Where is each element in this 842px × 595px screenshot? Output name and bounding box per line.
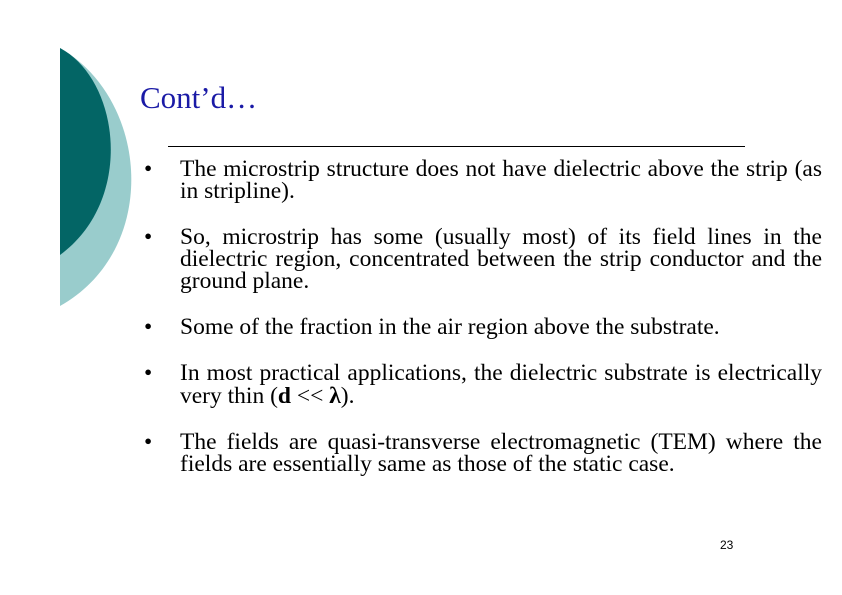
variable-d: d (277, 382, 291, 409)
bullet-item-1 (144, 156, 822, 205)
bullet-list (144, 158, 822, 475)
bullet-item-4 (144, 360, 822, 409)
bullet-icon: • (144, 314, 153, 341)
much-less-than: << (290, 382, 330, 409)
bullet-text: The microstrip structure does not have dielectric above the strip (as in stripline). (180, 156, 822, 205)
bullet-icon: • (144, 360, 153, 387)
bullet-text-after: ). (340, 382, 355, 409)
bullet-icon: • (144, 224, 153, 251)
bullet-text: The fields are quasi-transverse electromagnetic (TEM) where the fields are essentially same as those of the static case. (180, 428, 822, 477)
bullet-item-3 (144, 314, 822, 341)
variable-lambda: λ (329, 382, 341, 409)
slide-title: Cont’d… (140, 80, 258, 115)
bullet-icon: • (144, 428, 153, 455)
title-divider (168, 146, 745, 147)
bullet-text (180, 360, 822, 408)
corner-decoration (0, 0, 140, 320)
bullet-item-2 (144, 224, 822, 295)
page-number: 23 (720, 538, 734, 552)
bullet-icon: • (144, 156, 153, 182)
bullet-text: Some of the fraction in the air region above the substrate. (180, 314, 720, 341)
bullet-text-before: In most practical applications, the dielectric substrate is electrically very thin ( (180, 360, 822, 409)
bullet-text: So, microstrip has some (usually most) of its field lines in the dielectric region, concentrated between the strip conductor and the ground plane. (180, 224, 822, 295)
bullet-item-5 (144, 428, 822, 477)
